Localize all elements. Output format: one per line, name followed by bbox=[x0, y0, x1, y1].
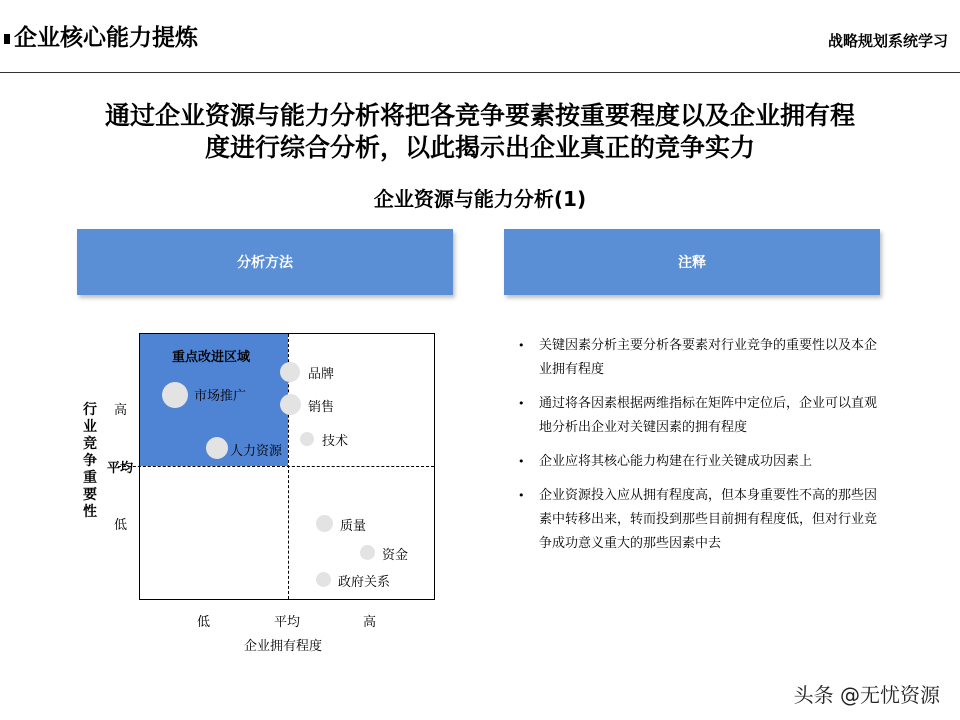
notes-list bbox=[514, 334, 878, 566]
x-tick-low: 低 bbox=[197, 615, 211, 630]
y-tick-average: 平均 bbox=[107, 461, 134, 476]
header-bullet bbox=[4, 34, 10, 44]
factor-dot-marketing bbox=[162, 382, 188, 408]
analysis-method-label: 分析方法 bbox=[237, 255, 293, 271]
y-axis-title-char: 争 bbox=[83, 453, 97, 469]
resource-capability-matrix bbox=[139, 333, 435, 600]
factor-dot-capital bbox=[360, 545, 375, 560]
y-axis-title-char: 要 bbox=[83, 487, 97, 503]
key-improvement-zone-label: 重点改进区域 bbox=[172, 350, 251, 365]
factor-dot-quality bbox=[316, 515, 333, 532]
y-tick-low: 低 bbox=[114, 518, 128, 533]
factor-label-hr: 人力资源 bbox=[230, 444, 283, 459]
notes-header-label: 注释 bbox=[678, 255, 706, 271]
watermark: 头条 @无忧资源 bbox=[793, 683, 940, 707]
series-title: 战略规划系统学习 bbox=[827, 32, 948, 50]
y-axis-title-char: 竞 bbox=[83, 436, 97, 452]
factor-label-brand: 品牌 bbox=[308, 367, 335, 382]
note-item: • 通过将各因素根据两维指标在矩阵中定位后，企业可以直观地分析出企业对关键因素的拥有程度 bbox=[514, 392, 878, 440]
factor-label-sales: 销售 bbox=[308, 400, 335, 415]
factor-dot-sales bbox=[280, 394, 301, 415]
note-item: • 关键因素分析主要分析各要素对行业竞争的重要性以及本企业拥有程度 bbox=[514, 334, 878, 382]
headline-line-1: 通过企业资源与能力分析将把各竞争要素按重要程度以及企业拥有程 bbox=[104, 101, 855, 130]
factor-dot-brand bbox=[280, 362, 300, 382]
y-axis-title-char: 业 bbox=[83, 419, 97, 435]
analysis-method-header bbox=[77, 229, 453, 295]
x-axis-title: 企业拥有程度 bbox=[244, 639, 323, 654]
headline-line-2: 度进行综合分析，以此揭示出企业真正的竞争实力 bbox=[204, 133, 755, 162]
factor-dot-government-relations bbox=[316, 572, 331, 587]
page-title: 企业核心能力提炼 bbox=[14, 25, 198, 51]
factor-label-government-relations: 政府关系 bbox=[338, 575, 391, 590]
y-axis-title-char: 行 bbox=[83, 402, 97, 418]
factor-dot-hr bbox=[206, 437, 228, 459]
headline bbox=[40, 100, 920, 164]
y-axis-title bbox=[81, 402, 99, 521]
y-axis-title-char: 性 bbox=[83, 504, 97, 520]
y-tick-high: 高 bbox=[114, 403, 128, 418]
notes-header bbox=[504, 229, 880, 295]
factor-label-quality: 质量 bbox=[340, 519, 367, 534]
x-tick-average: 平均 bbox=[274, 615, 301, 630]
header-divider bbox=[0, 72, 960, 73]
average-importance-line bbox=[118, 466, 434, 467]
factor-label-capital: 资金 bbox=[382, 548, 409, 563]
note-item: • 企业资源投入应从拥有程度高，但本身重要性不高的那些因素中转移出来，转而投到那些目前拥有程度低，但对行业竞争成功意义重大的那些因素中去 bbox=[514, 484, 878, 556]
factor-label-marketing: 市场推广 bbox=[194, 389, 247, 404]
note-item: • 企业应将其核心能力构建在行业关键成功因素上 bbox=[514, 450, 878, 474]
section-subtitle: 企业资源与能力分析(1) bbox=[373, 187, 587, 211]
x-tick-high: 高 bbox=[363, 615, 377, 630]
factor-label-technology: 技术 bbox=[322, 434, 349, 449]
y-axis-title-char: 重 bbox=[83, 470, 97, 486]
factor-dot-technology bbox=[300, 432, 314, 446]
